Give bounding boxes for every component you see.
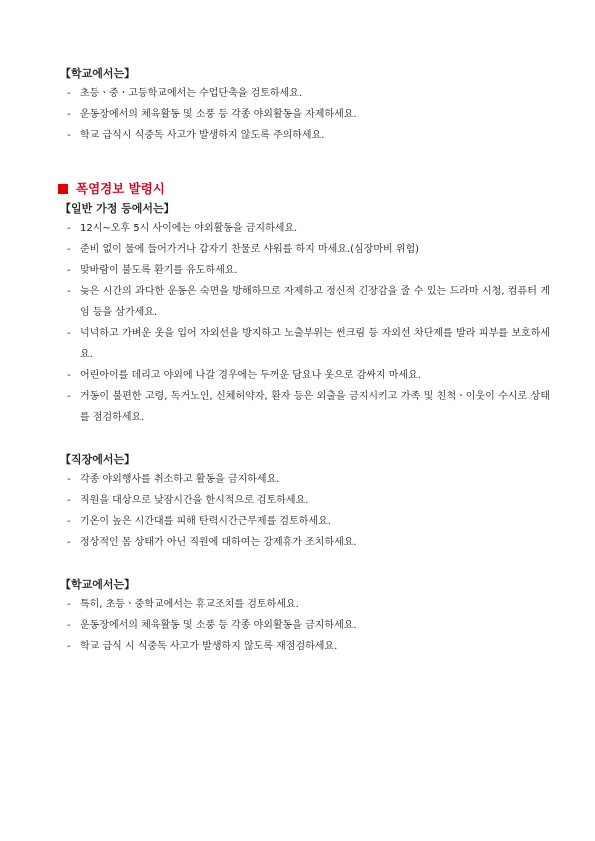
list-item: - 12시~오후 5시 사이에는 야외활동을 금지하세요.: [60, 218, 550, 239]
dash-marker: -: [67, 370, 71, 381]
list-item: - 운동장에서의 체육활동 및 소풍 등 각종 야외활동을 금지하세요.: [60, 615, 550, 636]
dash-marker: -: [67, 474, 71, 485]
dash-marker: -: [67, 328, 71, 339]
dash-marker: -: [67, 244, 71, 255]
list-item: - 준비 없이 물에 들어가거나 갑자기 찬물로 샤워를 하지 마세요.(심장마비 위험): [60, 239, 550, 260]
list-item: - 학교 급식시 식중독 사고가 발생하지 않도록 주의하세요.: [60, 125, 550, 146]
list-item: - 초등ㆍ중ㆍ고등학교에서는 수업단축을 검토하세요.: [60, 83, 550, 104]
dash-marker: -: [67, 537, 71, 548]
dash-marker: -: [67, 88, 71, 99]
dash-marker: -: [67, 620, 71, 631]
dash-marker: -: [67, 516, 71, 527]
red-square-icon: [58, 184, 68, 194]
list-item: - 정상적인 몸 상태가 아닌 직원에 대하여는 강제휴가 조치하세요.: [60, 532, 550, 553]
list-item: - 맞바람이 불도록 환기를 유도하세요.: [60, 260, 550, 281]
dash-marker: -: [67, 109, 71, 120]
list-item: - 넉넉하고 가벼운 옷을 입어 자외선을 방지하고 노출부위는 썬크림 등 자외선 차단제를 발라 피부를 보호하세요.: [60, 323, 550, 365]
school-warning-section: [60, 577, 550, 657]
dash-marker: -: [67, 130, 71, 141]
section-heading-school: 【학교에서는】: [60, 67, 136, 80]
dash-marker: -: [67, 286, 71, 297]
dash-marker: -: [67, 641, 71, 652]
dash-marker: -: [67, 391, 71, 402]
list-item: - 각종 야외행사를 취소하고 활동을 금지하세요.: [60, 469, 550, 490]
dash-marker: -: [67, 495, 71, 506]
list-item: - 직원을 대상으로 낮잠시간을 한시적으로 검토하세요.: [60, 490, 550, 511]
list-item: - 운동장에서의 체육활동 및 소풍 등 각종 야외활동을 자제하세요.: [60, 104, 550, 125]
section-heading-home: 【일반 가정 등에서는】: [60, 202, 175, 215]
dash-marker: -: [67, 223, 71, 234]
list-item: - 학교 급식 시 식중독 사고가 발생하지 않도록 재점검하세요.: [60, 636, 550, 657]
list-item: - 어린아이를 데리고 야외에 나갈 경우에는 두꺼운 담요나 옷으로 감싸지 마세요.: [60, 365, 550, 386]
alert-title-text: 폭염경보 발령시: [76, 181, 165, 196]
list-item: - 거동이 불편한 고령, 독거노인, 신체허약자, 환자 등은 외출을 금지시키고 가족 및 친척ㆍ이웃이 수시로 상태를 점검하세요.: [60, 386, 550, 428]
school-advisory-section: [60, 66, 550, 146]
dash-marker: -: [67, 265, 71, 276]
list-item: - 늦은 시간의 과다한 운동은 숙면을 방해하므로 자제하고 정신적 긴장감을 줄 수 있는 드라마 시청, 컴퓨터 게임 등을 삼가세요.: [60, 281, 550, 323]
section-heading-workplace: 【직장에서는】: [60, 453, 136, 466]
dash-marker: -: [67, 599, 71, 610]
home-section: [60, 201, 550, 428]
list-item: - 기온이 높은 시간대를 피해 탄력시간근무제를 검토하세요.: [60, 511, 550, 532]
list-item: - 특히, 초등ㆍ중학교에서는 휴교조치를 검토하세요.: [60, 594, 550, 615]
document-page: [60, 66, 550, 657]
heat-warning-title: [58, 180, 550, 198]
workplace-section: [60, 452, 550, 553]
section-heading-school: 【학교에서는】: [60, 578, 136, 591]
